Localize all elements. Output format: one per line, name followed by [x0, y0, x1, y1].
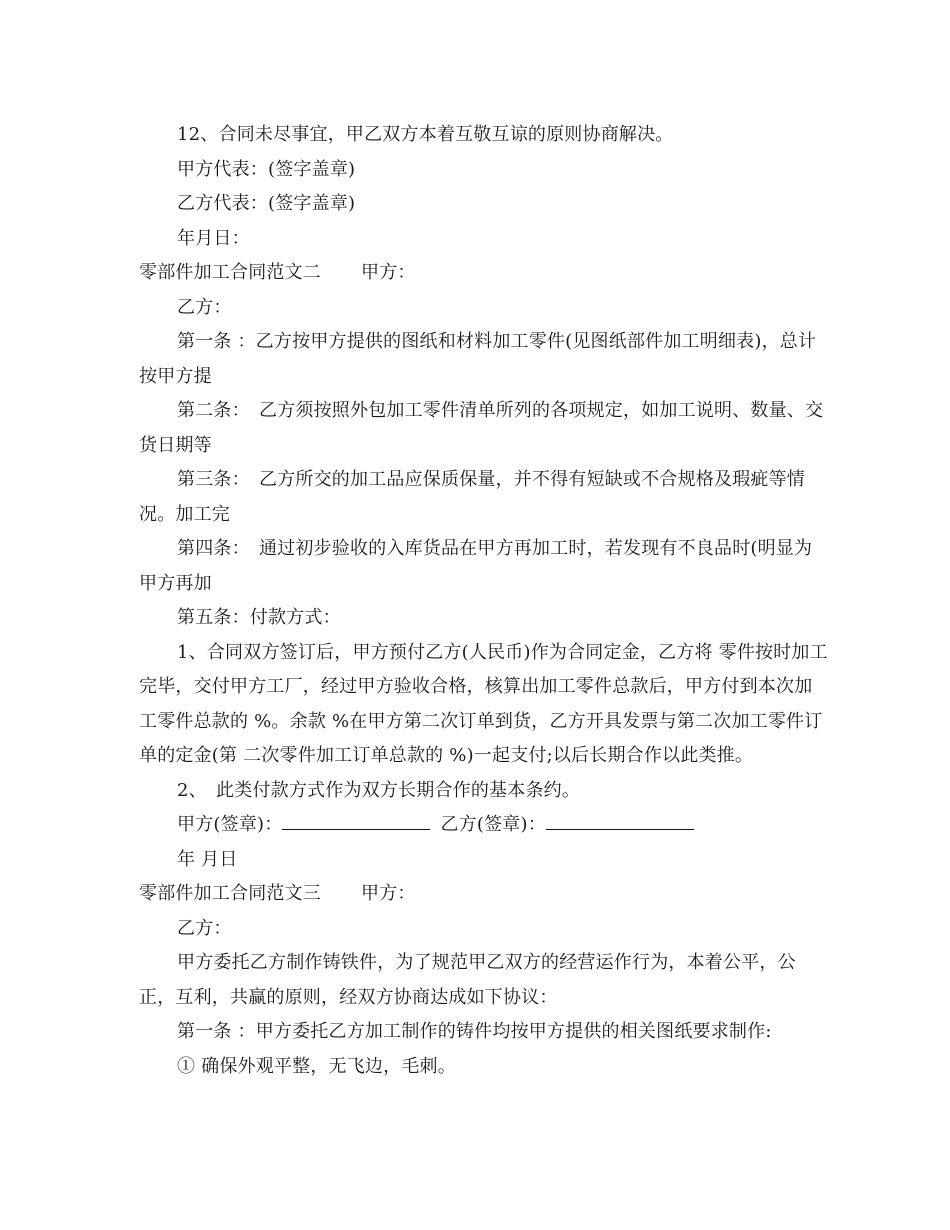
section-3-party-a: 甲方：	[361, 883, 416, 904]
article-3: 第三条： 乙方所交的加工品应保质保量，并不得有短缺或不合规格及瑕疵等情况。加工完	[139, 469, 805, 525]
document-body	[139, 118, 829, 1084]
section-title-3: 零部件加工合同范文三	[139, 883, 321, 904]
article-5: 第五条：付款方式：	[177, 607, 341, 628]
payment-term-2: 2、 此类付款方式作为双方长期合作的基本条约。	[177, 779, 581, 801]
payment-term-1: 1、合同双方签订后，甲方预付乙方(人民币)作为合同定金，乙方将 零件按时加工完毕，交付甲方工厂，经过甲方验收合格，核算出加工零件总款后，甲方付到本次加工零件总款的 %。余款 %在甲方第二次订单到货，乙方开具发票与第二次加工零件订单的定金(第 二次零件加工订单总款的 %)一起支付;以后长期合作以此类推。	[139, 641, 828, 766]
party-a-signature-blank[interactable]	[282, 811, 430, 830]
signature-date: 年 月日	[177, 848, 238, 870]
section-3-article-1: 第一条 ：甲方委托乙方加工制作的铸件均按甲方提供的相关图纸要求制作:	[177, 1021, 772, 1042]
section-3-item-1: ① 确保外观平整，无飞边，毛刺。	[177, 1055, 456, 1077]
signature-line	[139, 808, 829, 843]
party-b-representative: 乙方代表：(签字盖章)	[177, 193, 356, 214]
section-2-party-a: 甲方：	[361, 262, 416, 283]
section-3-party-b: 乙方：	[177, 917, 232, 939]
party-a-representative: 甲方代表：(签字盖章)	[177, 158, 356, 180]
section-title-2: 零部件加工合同范文二	[139, 262, 321, 283]
party-b-signature-blank[interactable]	[546, 811, 694, 830]
party-b-seal-label: 乙方(签章)：	[440, 814, 546, 835]
section-heading-3	[139, 877, 829, 912]
article-4: 第四条： 通过初步验收的入库货品在甲方再加工时，若发现有不良品时(明显为甲方再加	[139, 538, 813, 594]
article-2: 第二条： 乙方须按照外包加工零件清单所列的各项规定，如加工说明、数量、交货日期等	[139, 400, 824, 456]
date-line: 年月日：	[177, 227, 250, 249]
clause-12: 12、合同未尽事宜，甲乙双方本着互敬互谅的原则协商解决。	[177, 124, 674, 145]
article-1: 第一条 ：乙方按甲方提供的图纸和材料加工零件(见图纸部件加工明细表)，总计按甲方提	[139, 331, 817, 387]
party-a-seal-label: 甲方(签章)：	[177, 814, 283, 835]
section-heading-2	[139, 256, 829, 291]
section-3-intro: 甲方委托乙方制作铸铁件，为了规范甲乙双方的经营运作行为，本着公平，公正，互利，共赢的原则，经双方协商达成如下协议：	[139, 952, 796, 1008]
section-2-party-b: 乙方：	[177, 296, 232, 318]
